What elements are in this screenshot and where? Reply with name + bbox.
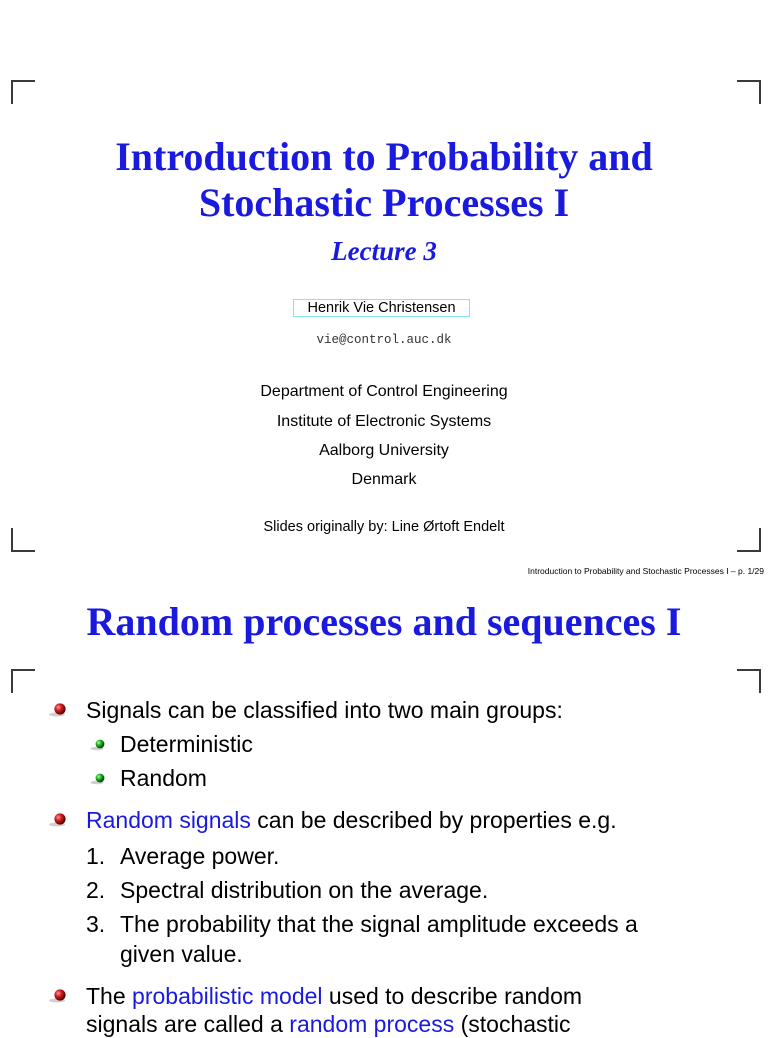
list-number: 1. [86, 843, 106, 869]
title-line-2: Stochastic Processes I [198, 180, 570, 225]
affiliation-department: Department of Control Engineering [260, 383, 508, 400]
crop-mark [11, 669, 35, 693]
slide-title: Random processes and sequences I [86, 599, 682, 644]
bullet-text: used to describe random [322, 983, 583, 1009]
author-email: vie@control.auc.dk [316, 333, 452, 347]
author-name[interactable]: Henrik Vie Christensen [293, 299, 470, 317]
red-bullet-icon [47, 813, 69, 827]
red-bullet-icon [47, 989, 69, 1003]
bullet-text: The [86, 983, 133, 1009]
slides-credit: Slides originally by: Line Ørtoft Endelt [263, 519, 505, 535]
green-bullet-icon [89, 773, 107, 785]
bullet-text: signals are called a [86, 1011, 290, 1037]
crop-mark [737, 80, 761, 104]
list-item-spectral-distribution: Spectral distribution on the average. [120, 877, 489, 903]
title-line-1: Introduction to Probability and [115, 134, 653, 179]
bullet-probabilistic-model [86, 982, 582, 1010]
list-number: 3. [86, 911, 106, 937]
list-item-probability-continued: given value. [120, 941, 243, 967]
lecture-number: Lecture 3 [331, 236, 437, 266]
red-bullet-icon [47, 703, 69, 717]
slide-title [0, 134, 768, 226]
bullet-probabilistic-model-continued [86, 1010, 571, 1038]
random-signals-link[interactable]: Random signals [86, 807, 251, 833]
affiliation-institute: Institute of Electronic Systems [276, 413, 492, 430]
crop-mark [737, 669, 761, 693]
green-bullet-icon [89, 739, 107, 751]
random-process-link[interactable]: random process [289, 1011, 455, 1037]
list-item-average-power: Average power. [120, 843, 280, 869]
page-footer: Introduction to Probability and Stochastic Processes I – p. 1/29 [527, 566, 764, 576]
crop-mark [11, 80, 35, 104]
list-item-probability: The probability that the signal amplitude exceeds a [120, 911, 638, 937]
affiliation-country: Denmark [351, 471, 417, 488]
sub-bullet-random: Random [120, 765, 207, 791]
list-number: 2. [86, 877, 106, 903]
bullet-random-signals [86, 806, 617, 834]
bullet-signals-classification: Signals can be classified into two main groups: [86, 697, 563, 723]
sub-bullet-deterministic: Deterministic [120, 731, 253, 757]
bullet-text: can be described by properties e.g. [250, 807, 617, 833]
bullet-text: (stochastic [454, 1011, 571, 1037]
affiliation-university: Aalborg University [319, 442, 449, 459]
probabilistic-model-link[interactable]: probabilistic model [132, 983, 323, 1009]
